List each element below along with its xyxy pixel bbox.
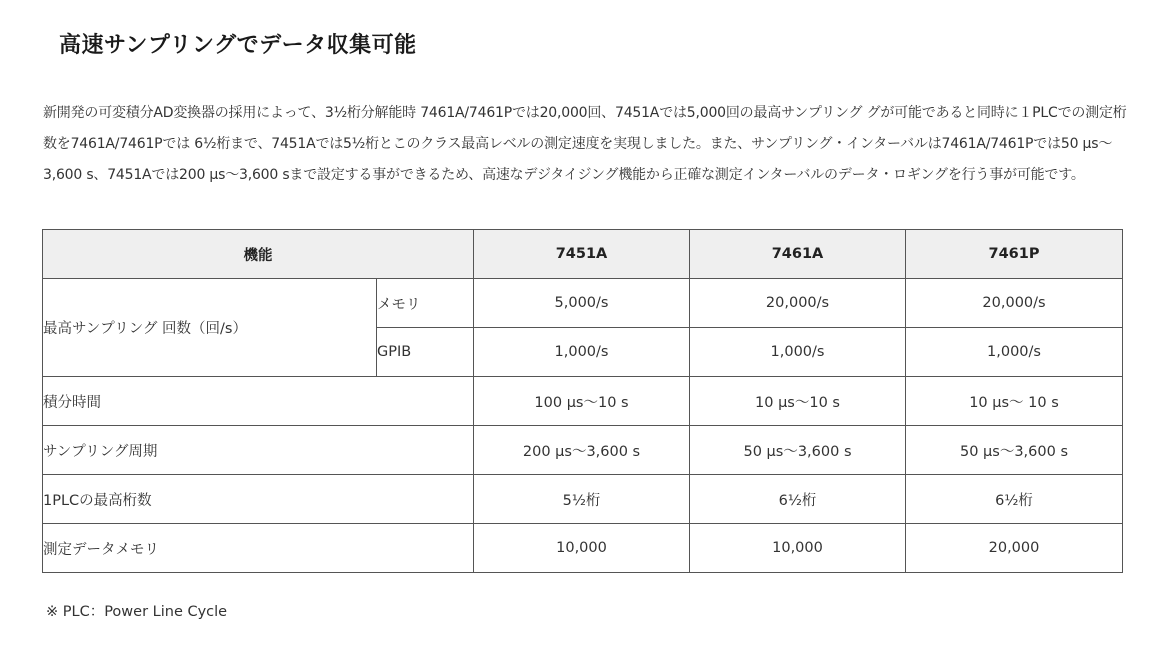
row-label-data-memory: 測定データメモリ xyxy=(43,524,474,573)
cell-value: 6½桁 xyxy=(690,475,906,524)
page-title: 高速サンプリングでデータ収集可能 xyxy=(59,33,417,58)
table-header-row xyxy=(43,230,1123,279)
cell-value: 100 μs～10 s xyxy=(474,377,690,426)
table-row xyxy=(43,524,1123,573)
cell-value: 1,000/s xyxy=(906,328,1123,377)
spec-table xyxy=(42,229,1123,573)
cell-value: 20,000/s xyxy=(906,279,1123,328)
cell-value: 5,000/s xyxy=(474,279,690,328)
sub-label-memory: メモリ xyxy=(377,279,474,328)
header-7461p: 7461P xyxy=(906,230,1123,279)
cell-value: 10,000 xyxy=(690,524,906,573)
table-row xyxy=(43,377,1123,426)
intro-paragraph: 新開発の可変積分AD変換器の採用によって、3½桁分解能時 7461A/7461Pでは20,000回、7451Aでは5,000回の最高サンプリング グが可能であると同時に１PLCでの測定桁数を7461A/7461Pでは 6½桁まで、7451Aでは5½桁とこのクラス最高レベルの測定速度を実現しました。また、サンプリング・インターバルは7461A/7461Pでは50 μs～3,600 s、7451Aでは200 μs～3,600 sまで設定する事ができるため、高速なデジタイジング機能から正確な測定インターバルのデータ・ロギングを行う事が可能です。 xyxy=(43,105,1127,183)
cell-value: 10 μs～ 10 s xyxy=(906,377,1123,426)
cell-value: 20,000/s xyxy=(690,279,906,328)
cell-value: 50 μs～3,600 s xyxy=(906,426,1123,475)
row-label-integration-time: 積分時間 xyxy=(43,377,474,426)
row-label-max-sampling: 最高サンプリング 回数（回/s） xyxy=(43,279,377,377)
cell-value: 200 μs～3,600 s xyxy=(474,426,690,475)
row-label-sampling-period: サンプリング周期 xyxy=(43,426,474,475)
footnote: ※ PLC：Power Line Cycle xyxy=(46,604,228,620)
row-label-max-digits: 1PLCの最高桁数 xyxy=(43,475,474,524)
cell-value: 1,000/s xyxy=(474,328,690,377)
header-feature: 機能 xyxy=(43,230,474,279)
cell-value: 1,000/s xyxy=(690,328,906,377)
cell-value: 10 μs～10 s xyxy=(690,377,906,426)
cell-value: 5½桁 xyxy=(474,475,690,524)
header-7451a: 7451A xyxy=(474,230,690,279)
cell-value: 10,000 xyxy=(474,524,690,573)
sub-label-gpib: GPIB xyxy=(377,328,474,377)
table-row xyxy=(43,279,1123,328)
table-row xyxy=(43,426,1123,475)
cell-value: 6½桁 xyxy=(906,475,1123,524)
cell-value: 20,000 xyxy=(906,524,1123,573)
cell-value: 50 μs～3,600 s xyxy=(690,426,906,475)
table-row xyxy=(43,475,1123,524)
header-7461a: 7461A xyxy=(690,230,906,279)
